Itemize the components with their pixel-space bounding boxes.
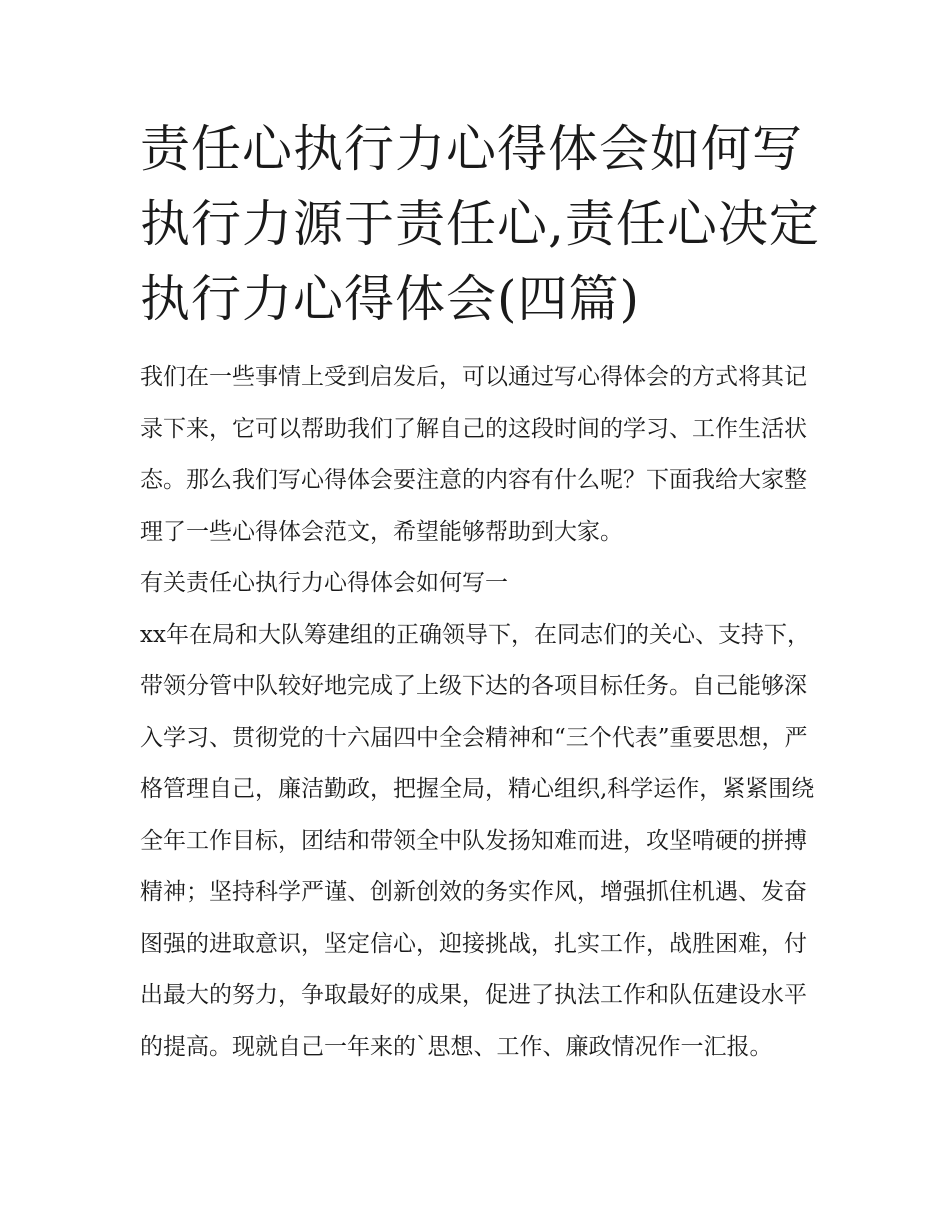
body-paragraph: xx年在局和大队筹建组的正确领导下，在同志们的关心、支持下，带领分管中队较好地完成了上级下达的各项目标任务。自己能够深入学习、贯彻党的十六届四中全会精神和“三个代表”重要思想，严格管理自己，廉洁勤政，把握全局，精心组织,科学运作，紧紧围绕全年工作目标，团结和带领全中队发扬知难而进，攻坚啃硬的拼搏精神；坚持科学严谨、创新创效的务实作风，增强抓住机遇、发奋图强的进取意识，坚定信心，迎接挑战，扎实工作，战胜困难，付出最大的努力，争取最好的成果，促进了执法工作和队伍建设水平的提高。现就自己一年来的`思想、工作、廉政情况作一汇报。	[140, 621, 815, 1060]
document-content	[140, 112, 820, 1073]
intro-paragraph: 我们在一些事情上受到启发后，可以通过写心得体会的方式将其记录下来，它可以帮助我们了解自己的这段时间的学习、工作生活状态。那么我们写心得体会要注意的内容有什么呢？下面我给大家整理了一些心得体会范文，希望能够帮助到大家。	[140, 364, 807, 545]
section-heading: 有关责任心执行力心得体会如何写一	[140, 570, 508, 596]
document-title: 责任心执行力心得体会如何写执行力源于责任心,责任心决定执行力心得体会(四篇)	[140, 120, 820, 328]
